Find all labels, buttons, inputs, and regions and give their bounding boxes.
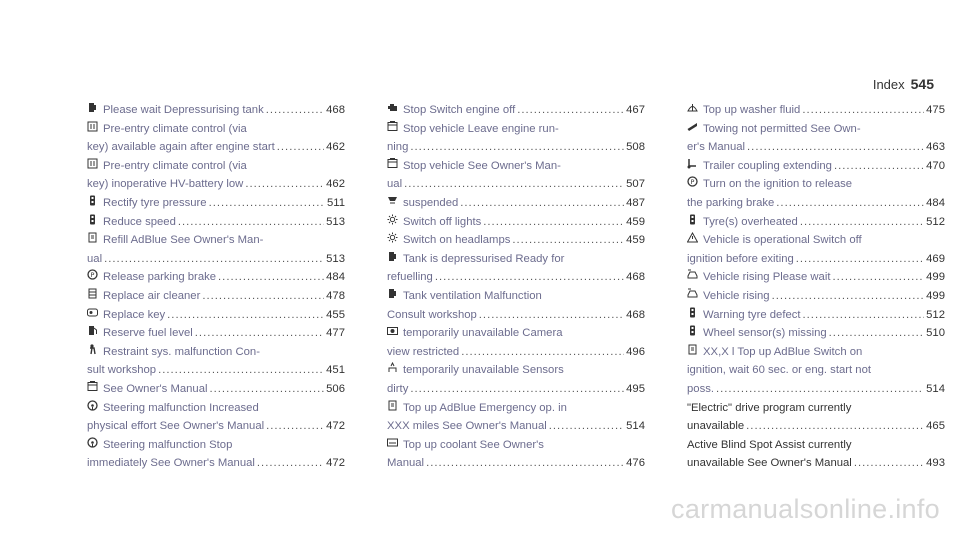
index-entry[interactable] xyxy=(687,287,945,306)
page-ref[interactable]: 487 xyxy=(626,196,645,209)
page-ref[interactable]: 484 xyxy=(326,271,345,284)
index-entry[interactable] xyxy=(387,157,645,194)
index-entry[interactable] xyxy=(387,194,645,213)
entry-text: Reserve fuel level xyxy=(103,327,193,340)
entry-text: temporarily unavailable Sensors xyxy=(403,364,564,377)
entry-text: Rectify tyre pressure xyxy=(103,196,207,209)
leader-dots xyxy=(460,194,624,213)
entry-text: physical effort See Owner's Manual xyxy=(87,420,265,433)
entry-line xyxy=(687,101,945,120)
entry-text: "Electric" drive program currently xyxy=(687,401,852,414)
entry-line xyxy=(87,138,345,157)
index-column-2 xyxy=(387,101,645,473)
leader-dots xyxy=(854,454,924,473)
page-ref[interactable]: 506 xyxy=(326,382,345,395)
entry-line xyxy=(687,194,945,213)
entry-text: Towing not permitted See Own- xyxy=(703,122,861,135)
entry-line xyxy=(387,287,645,306)
entry-text: immediately See Owner's Manual xyxy=(87,457,255,470)
entry-text: XXX miles See Owner's Manual xyxy=(387,420,547,433)
leader-dots xyxy=(167,306,324,325)
entry-line xyxy=(87,120,345,139)
entry-line xyxy=(687,157,945,176)
index-entry[interactable] xyxy=(687,436,945,473)
entry-line xyxy=(87,324,345,343)
index-entry[interactable] xyxy=(87,157,345,194)
page-ref[interactable]: 508 xyxy=(626,141,645,154)
entry-line xyxy=(687,268,945,287)
leader-dots xyxy=(410,138,624,157)
entry-line xyxy=(387,138,645,157)
index-entry[interactable] xyxy=(687,324,945,343)
index-entry[interactable] xyxy=(687,120,945,157)
entry-line xyxy=(687,231,945,250)
entry-text: Switch on headlamps xyxy=(403,234,511,247)
entry-text: Consult workshop xyxy=(387,308,477,321)
entry-line xyxy=(87,194,345,213)
page-ref[interactable]: 462 xyxy=(326,141,345,154)
index-entry[interactable] xyxy=(387,213,645,232)
leader-dots xyxy=(803,306,925,325)
index-label: Index xyxy=(872,77,905,92)
page-ref[interactable]: 469 xyxy=(926,252,945,265)
entry-text: suspended xyxy=(403,196,459,209)
entry-text: Top up washer fluid xyxy=(703,104,801,116)
entry-line xyxy=(387,250,645,269)
manual-icon xyxy=(387,121,398,132)
index-entry[interactable] xyxy=(87,268,345,287)
svg-text:P: P xyxy=(690,178,695,187)
index-entry[interactable] xyxy=(87,213,345,232)
entry-text: Vehicle rising Please wait xyxy=(703,271,831,284)
entry-line xyxy=(387,175,645,194)
entry-line xyxy=(387,268,645,287)
index-column-3 xyxy=(687,101,945,473)
index-entry[interactable] xyxy=(387,287,645,324)
leader-dots xyxy=(195,324,324,343)
leader-dots xyxy=(210,380,325,399)
leader-dots xyxy=(483,213,624,232)
entry-line xyxy=(387,417,645,436)
index-entry[interactable] xyxy=(87,436,345,473)
index-entry[interactable] xyxy=(87,120,345,157)
entry-line xyxy=(87,436,345,455)
entry-text: Tank ventilation Malfunction xyxy=(403,289,542,302)
index-entry[interactable] xyxy=(87,380,345,399)
entry-line xyxy=(387,399,645,418)
entry-text: XX,X l Top up AdBlue Switch on xyxy=(703,345,863,358)
index-entry[interactable] xyxy=(87,399,345,436)
entry-text: Restraint sys. malfunction Con- xyxy=(103,345,260,358)
washer-icon xyxy=(687,102,698,113)
index-entry[interactable] xyxy=(687,213,945,232)
entry-text: Replace air cleaner xyxy=(103,289,201,302)
vehicle-level-icon xyxy=(687,269,698,280)
leader-dots xyxy=(800,213,924,232)
entry-text: Top up AdBlue Emergency op. in xyxy=(403,401,567,414)
leader-dots xyxy=(435,268,624,287)
leader-dots xyxy=(158,361,324,380)
leader-dots xyxy=(479,306,624,325)
tyre-icon xyxy=(687,325,698,336)
page-ref[interactable]: 467 xyxy=(626,104,645,116)
index-entry[interactable] xyxy=(387,250,645,287)
entry-line xyxy=(387,343,645,362)
leader-dots xyxy=(716,380,924,399)
index-entry[interactable] xyxy=(87,343,345,380)
page-ref[interactable]: 472 xyxy=(326,457,345,470)
leader-dots xyxy=(832,268,924,287)
entry-line xyxy=(387,101,645,120)
entry-text: Steering malfunction Increased xyxy=(103,401,259,414)
fuel-icon xyxy=(87,325,98,336)
entry-text: poss. xyxy=(687,382,715,395)
entry-line xyxy=(387,454,645,473)
entry-line xyxy=(687,436,945,455)
adblue-icon xyxy=(687,344,698,355)
entry-line xyxy=(387,324,645,343)
entry-line xyxy=(87,454,345,473)
entry-line xyxy=(387,361,645,380)
page-ref[interactable]: 468 xyxy=(326,104,345,116)
page-ref[interactable]: 514 xyxy=(926,382,945,395)
index-entry[interactable] xyxy=(687,306,945,325)
page-ref[interactable]: 455 xyxy=(326,308,345,321)
index-entry[interactable] xyxy=(387,120,645,157)
leader-dots xyxy=(772,287,925,306)
air-cleaner-icon xyxy=(87,288,98,299)
leader-dots xyxy=(410,380,624,399)
leader-dots xyxy=(746,417,924,436)
entry-text: temporarily unavailable Camera xyxy=(403,327,563,340)
page-ref[interactable]: 468 xyxy=(626,308,645,321)
entry-line xyxy=(687,250,945,269)
index-entry[interactable] xyxy=(687,157,945,176)
page-ref[interactable]: 472 xyxy=(326,420,345,433)
entry-line xyxy=(87,361,345,380)
adblue-icon xyxy=(87,232,98,243)
index-entry[interactable] xyxy=(387,324,645,361)
entry-line xyxy=(687,454,945,473)
fuel-pressure-icon xyxy=(387,251,398,262)
entry-line xyxy=(387,231,645,250)
page-ref[interactable]: 499 xyxy=(926,271,945,284)
entry-text: ual xyxy=(387,178,403,191)
entry-text: key) available again after engine start xyxy=(87,141,275,154)
index-entry[interactable] xyxy=(87,101,345,120)
leader-dots xyxy=(104,250,324,269)
page-ref[interactable]: 512 xyxy=(926,308,945,321)
leader-dots xyxy=(266,101,324,120)
vehicle-level-icon xyxy=(687,288,698,299)
index-entry[interactable] xyxy=(687,175,945,212)
page-ref[interactable]: 468 xyxy=(626,271,645,284)
page-ref[interactable]: 507 xyxy=(626,178,645,191)
leader-dots xyxy=(277,138,324,157)
entry-text: ual xyxy=(87,252,103,265)
entry-text: key) inoperative HV-battery low xyxy=(87,178,244,191)
entry-text: view restricted xyxy=(387,345,460,358)
index-column-1 xyxy=(87,101,345,473)
page-ref[interactable]: 477 xyxy=(326,327,345,340)
index-entry[interactable] xyxy=(87,306,345,325)
page-ref[interactable]: 514 xyxy=(626,420,645,433)
steering-icon xyxy=(87,437,98,448)
page-header xyxy=(873,76,934,92)
engine-icon xyxy=(387,102,398,113)
page-number: 545 xyxy=(910,76,934,92)
index-entry[interactable] xyxy=(687,101,945,120)
entry-line xyxy=(87,157,345,176)
entry-text: ning xyxy=(387,141,409,154)
entry-line xyxy=(87,380,345,399)
entry-line xyxy=(87,268,345,287)
leader-dots xyxy=(829,324,924,343)
leader-dots xyxy=(512,231,624,250)
adblue-icon xyxy=(387,400,398,411)
leader-dots xyxy=(202,287,324,306)
manual-icon xyxy=(87,381,98,392)
entry-text: Active Blind Spot Assist currently xyxy=(687,438,852,451)
leader-dots xyxy=(218,268,324,287)
parking-brake-icon xyxy=(687,176,698,187)
entry-line xyxy=(87,306,345,325)
page-ref[interactable]: 484 xyxy=(926,196,945,209)
climate-icon xyxy=(87,121,98,132)
index-entry[interactable] xyxy=(387,399,645,436)
page-ref[interactable]: 499 xyxy=(926,289,945,302)
page-ref[interactable]: 459 xyxy=(626,234,645,247)
page-ref[interactable]: 475 xyxy=(926,104,945,116)
entry-text: Vehicle is operational Switch off xyxy=(703,234,862,247)
entry-line xyxy=(87,175,345,194)
entry-text: Pre-entry climate control (via xyxy=(103,122,247,135)
entry-line xyxy=(387,436,645,455)
entry-text: Switch off lights xyxy=(403,215,482,228)
index-entry[interactable] xyxy=(387,436,645,473)
page-ref[interactable]: 510 xyxy=(926,327,945,340)
entry-line xyxy=(687,306,945,325)
entry-line xyxy=(687,417,945,436)
entry-text: unavailable xyxy=(687,420,745,433)
steering-icon xyxy=(87,400,98,411)
page-ref[interactable]: 511 xyxy=(326,196,345,209)
leader-dots xyxy=(747,138,924,157)
index-entry[interactable] xyxy=(387,101,645,120)
page-ref[interactable]: 459 xyxy=(626,215,645,228)
page-ref[interactable]: 495 xyxy=(626,382,645,395)
page-ref[interactable]: 470 xyxy=(926,159,945,172)
entry-text: sult workshop xyxy=(87,364,157,377)
leader-dots xyxy=(404,175,624,194)
leader-dots xyxy=(834,157,924,176)
entry-line xyxy=(87,343,345,362)
entry-text: ignition before exiting xyxy=(687,252,794,265)
tyre-icon xyxy=(687,307,698,318)
entry-text: Wheel sensor(s) missing xyxy=(703,327,827,340)
index-entry[interactable] xyxy=(687,231,945,268)
entry-line xyxy=(687,343,945,362)
key-icon xyxy=(87,307,98,318)
entry-line xyxy=(87,250,345,269)
leader-dots xyxy=(426,454,624,473)
parking-brake-icon xyxy=(87,269,98,280)
tyre-icon xyxy=(687,214,698,225)
leader-dots xyxy=(461,343,624,362)
entry-text: Vehicle rising xyxy=(703,289,770,302)
page-ref[interactable]: 496 xyxy=(626,345,645,358)
suspended-icon xyxy=(387,195,398,206)
light-icon xyxy=(387,232,398,243)
entry-text: refuelling xyxy=(387,271,433,284)
entry-line xyxy=(87,287,345,306)
entry-line xyxy=(687,324,945,343)
leader-dots xyxy=(776,194,924,213)
warning-icon xyxy=(687,232,698,243)
entry-text: Replace key xyxy=(103,308,166,321)
index-entry[interactable] xyxy=(687,399,945,436)
index-entry[interactable] xyxy=(87,194,345,213)
entry-line xyxy=(387,213,645,232)
index-entry[interactable] xyxy=(387,361,645,398)
entry-line xyxy=(87,417,345,436)
page-ref[interactable]: 478 xyxy=(326,289,345,302)
entry-text: Refill AdBlue See Owner's Man- xyxy=(103,234,264,247)
index-entry[interactable] xyxy=(387,231,645,250)
entry-line xyxy=(687,361,945,380)
entry-line xyxy=(87,213,345,232)
entry-line xyxy=(87,399,345,418)
manual-icon xyxy=(387,158,398,169)
leader-dots xyxy=(245,175,324,194)
sensor-icon xyxy=(387,362,398,373)
page-ref[interactable]: 465 xyxy=(926,420,945,433)
entry-text: Tyre(s) overheated xyxy=(703,215,798,228)
entry-text: Steering malfunction Stop xyxy=(103,438,233,451)
index-entry[interactable] xyxy=(687,268,945,287)
entry-text: See Owner's Manual xyxy=(103,382,208,395)
entry-text: the parking brake xyxy=(687,196,775,209)
leader-dots xyxy=(209,194,325,213)
entry-text: unavailable See Owner's Manual xyxy=(687,457,852,470)
climate-icon xyxy=(87,158,98,169)
fuel-pressure-icon xyxy=(387,288,398,299)
svg-text:P: P xyxy=(90,271,95,280)
fuel-pressure-icon xyxy=(87,102,98,113)
camera-icon xyxy=(387,325,398,336)
entry-line xyxy=(387,306,645,325)
entry-text: Please wait Depressurising tank xyxy=(103,104,264,116)
leader-dots xyxy=(796,250,924,269)
page-ref[interactable]: 512 xyxy=(926,215,945,228)
entry-text: dirty xyxy=(387,382,409,395)
leader-dots xyxy=(178,213,324,232)
leader-dots xyxy=(517,101,624,120)
entry-text: Release parking brake xyxy=(103,271,217,284)
entry-text: Stop vehicle Leave engine run- xyxy=(403,122,559,135)
tyre-icon xyxy=(87,195,98,206)
coolant-icon xyxy=(387,437,398,448)
entry-text: Top up coolant See Owner's xyxy=(403,438,544,451)
entry-text: Pre-entry climate control (via xyxy=(103,159,247,172)
index-entry[interactable] xyxy=(87,231,345,268)
leader-dots xyxy=(549,417,624,436)
entry-line xyxy=(387,157,645,176)
entry-line xyxy=(687,399,945,418)
page-ref[interactable]: 451 xyxy=(326,364,345,377)
entry-line xyxy=(687,138,945,157)
entry-line xyxy=(387,120,645,139)
restraint-icon xyxy=(87,344,98,355)
index-entry[interactable] xyxy=(87,324,345,343)
entry-text: Stop Switch engine off xyxy=(403,104,516,116)
entry-line xyxy=(87,101,345,120)
entry-line xyxy=(687,213,945,232)
page-ref[interactable]: 463 xyxy=(926,141,945,154)
leader-dots xyxy=(257,454,324,473)
index-entry[interactable] xyxy=(687,343,945,399)
entry-line xyxy=(387,380,645,399)
entry-text: ignition, wait 60 sec. or eng. start not xyxy=(687,364,871,377)
leader-dots xyxy=(266,417,324,436)
entry-text: Stop vehicle See Owner's Man- xyxy=(403,159,561,172)
entry-line xyxy=(387,194,645,213)
leader-dots xyxy=(802,101,924,120)
entry-line xyxy=(687,120,945,139)
entry-text: Warning tyre defect xyxy=(703,308,801,321)
watermark: carmanualsonline.info xyxy=(671,494,940,524)
towing-icon xyxy=(687,121,698,132)
trailer-icon xyxy=(687,158,698,169)
entry-text: Turn on the ignition to release xyxy=(703,178,853,191)
entry-line xyxy=(687,287,945,306)
entry-text: Tank is depressurised Ready for xyxy=(403,252,565,265)
light-icon xyxy=(387,214,398,225)
page-ref[interactable]: 462 xyxy=(326,178,345,191)
entry-text: Manual xyxy=(387,457,425,470)
entry-text: Reduce speed xyxy=(103,215,176,228)
entry-text: Trailer coupling extending xyxy=(703,159,832,172)
index-entry[interactable] xyxy=(87,287,345,306)
entry-line xyxy=(87,231,345,250)
page-ref[interactable]: 476 xyxy=(626,457,645,470)
entry-text: er's Manual xyxy=(687,141,746,154)
page-ref[interactable]: 513 xyxy=(326,252,345,265)
page-ref[interactable]: 513 xyxy=(326,215,345,228)
entry-line xyxy=(687,175,945,194)
tyre-icon xyxy=(87,214,98,225)
entry-line xyxy=(687,380,945,399)
page-ref[interactable]: 493 xyxy=(926,457,945,470)
